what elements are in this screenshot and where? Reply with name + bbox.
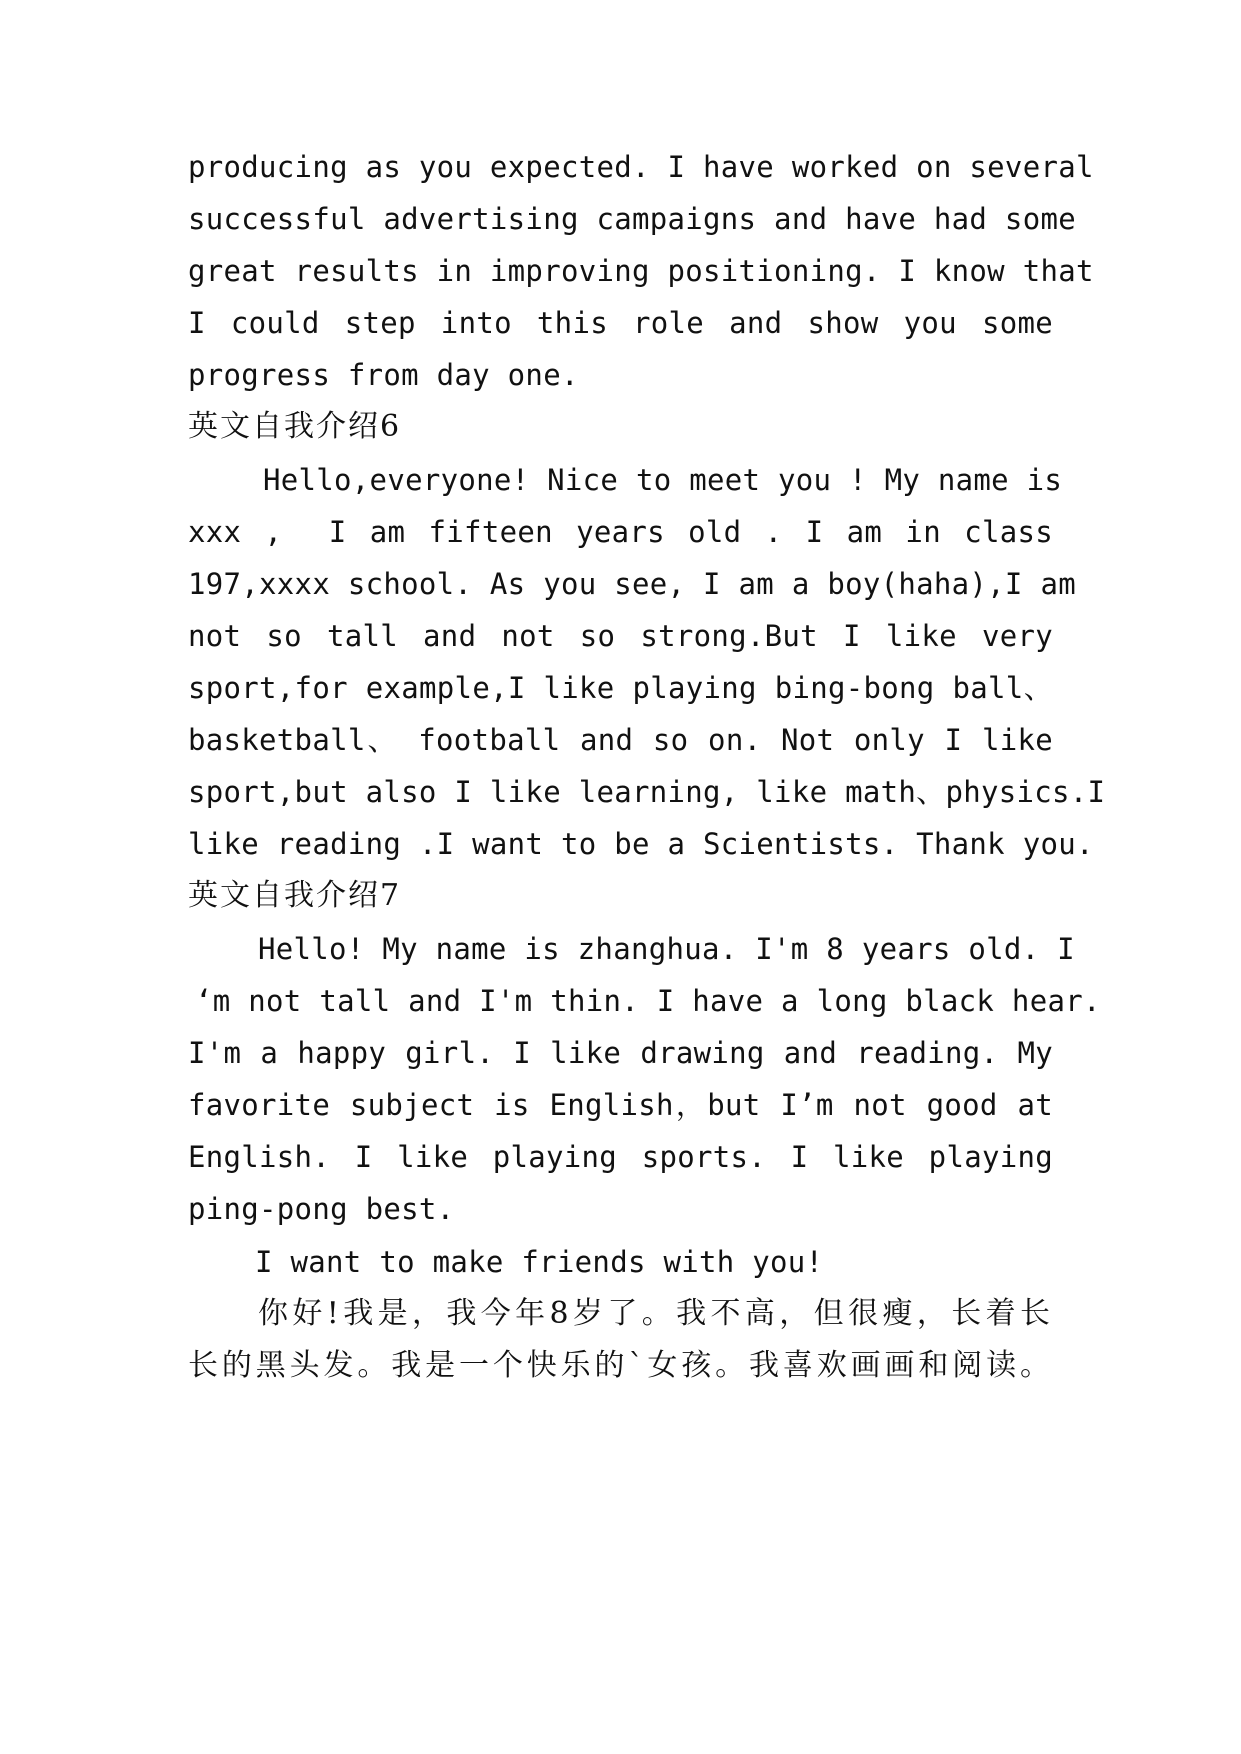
text-line: 长的黑头发。我是一个快乐的`女孩。我喜欢画画和阅读。	[188, 1348, 1053, 1383]
text-line: 197,xxxx school. As you see, I am a boy(haha),I am	[188, 567, 1076, 601]
text-line: ping-pong best.	[188, 1192, 455, 1226]
text-line: like reading .I want to be a Scientists. Thank you.	[188, 827, 1094, 861]
text-line: successful advertising campaigns and have had some	[188, 202, 1076, 236]
text-line: great results in improving positioning. I know that	[188, 254, 1094, 288]
text-line: progress from day one.	[188, 358, 579, 392]
text-line: I could step into this role and show you some	[188, 306, 1053, 340]
text-line: 你好!我是，我今年8岁了。我不高，但很瘦，长着长	[258, 1296, 1053, 1331]
section-heading: 英文自我介绍7	[188, 878, 402, 913]
text-line: Hello! My name is zhanghua. I'm 8 years old. I	[258, 932, 1075, 966]
text-line: I want to make friends with you!	[255, 1245, 824, 1279]
text-line: producing as you expected. I have worked on several	[188, 150, 1094, 184]
text-line: basketball、 football and so on. Not only I like	[188, 723, 1053, 757]
text-line: sport,but also I like learning, like math、physics.I	[188, 775, 1106, 809]
text-line: ‘m not tall and I'm thin. I have a long black hear.	[195, 984, 1101, 1018]
text-line: not so tall and not so strong.But I like very	[188, 619, 1053, 653]
text-line: sport,for example,I like playing bing-bong ball、	[188, 671, 1053, 705]
text-line: favorite subject is English，but I’m not good at	[188, 1088, 1053, 1122]
text-line: Hello,everyone! Nice to meet you ! My name is	[263, 463, 1063, 497]
text-line: English. I like playing sports. I like playing	[188, 1140, 1053, 1174]
text-line: I'm a happy girl. I like drawing and reading. My	[188, 1036, 1053, 1070]
section-heading: 英文自我介绍6	[188, 409, 402, 444]
text-line: xxx , I am fifteen years old . I am in class	[188, 515, 1053, 549]
